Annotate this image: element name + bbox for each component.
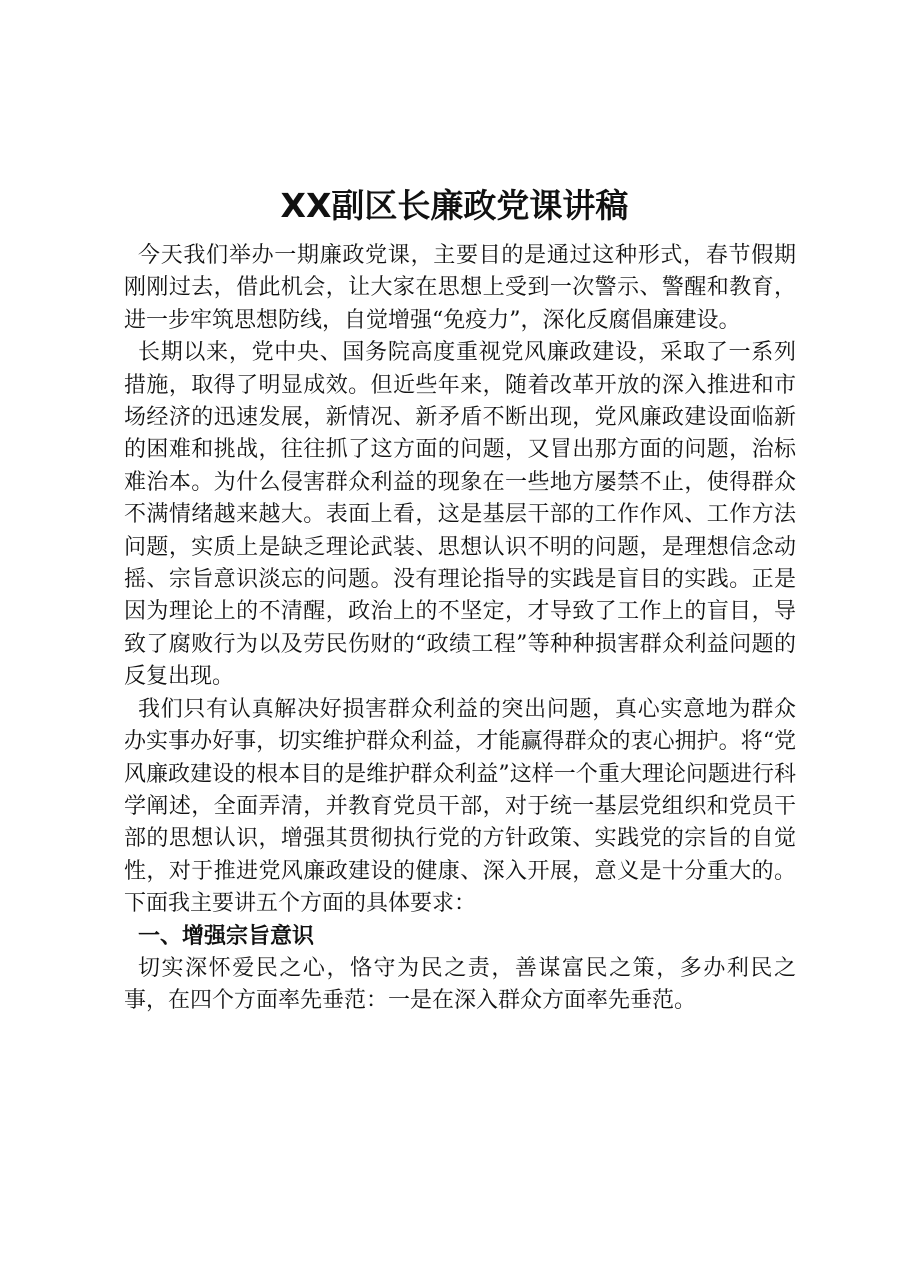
section-paragraph: 切实深怀爱民之心，恪守为民之责，善谋富民之策，多办利民之事，在四个方面率先垂范：一是在深入群众方面率先垂范。 xyxy=(124,955,796,1014)
paragraph-background: 长期以来，党中央、国务院高度重视党风廉政建设，采取了一系列措施，取得了明显成效。但近些年来，随着改革开放的深入推进和市场经济的迅速发展，新情况、新矛盾不断出现，党风廉政建设面临新的困难和挑战，往往抓了这方面的问题，又冒出那方面的问题，治标难治本。为什么侵害群众利益的现象在一些地方屡禁不止，使得群众不满情绪越来越大。表面上看，这是基层干部的工作作风、工作方法问题，实质上是缺乏理论武装、思想认识不明的问题，是理想信念动摇、宗旨意识淡忘的问题。没有理论指导的实践是盲目的实践。正是因为理论上的不清醒，政治上的不坚定，才导致了工作上的盲目，导致了腐败行为以及劳民伤财的“政绩工程”等种种损害群众利益问题的反复出现。 xyxy=(124,340,796,690)
paragraph-purpose: 我们只有认真解决好损害群众利益的突出问题，真心实意地为群众办实事办好事，切实维护群众利益，才能赢得群众的衷心拥护。将“党风廉政建设的根本目的是维护群众利益”这样一个重大理论问题进行科学阐述，全面弄清，并教育党员干部，对于统一基层党组织和党员干部的思想认识，增强其贯彻执行党的方针政策、实践党的宗旨的自觉性，对于推进党风廉政建设的健康、深入开展，意义是十分重大的。下面我主要讲五个方面的具体要求： xyxy=(124,696,796,917)
section-heading: 一、增强宗旨意识 xyxy=(138,923,315,949)
paragraph-intro: 今天我们举办一期廉政党课，主要目的是通过这种形式，春节假期刚刚过去，借此机会，让大家在思想上受到一次警示、警醒和教育，进一步牢筑思想防线，自觉增强“免疫力”，深化反腐倡廉建设。 xyxy=(124,243,796,333)
document-body xyxy=(124,240,796,1018)
page-title: XX副区长廉政党课讲稿 xyxy=(280,186,629,226)
